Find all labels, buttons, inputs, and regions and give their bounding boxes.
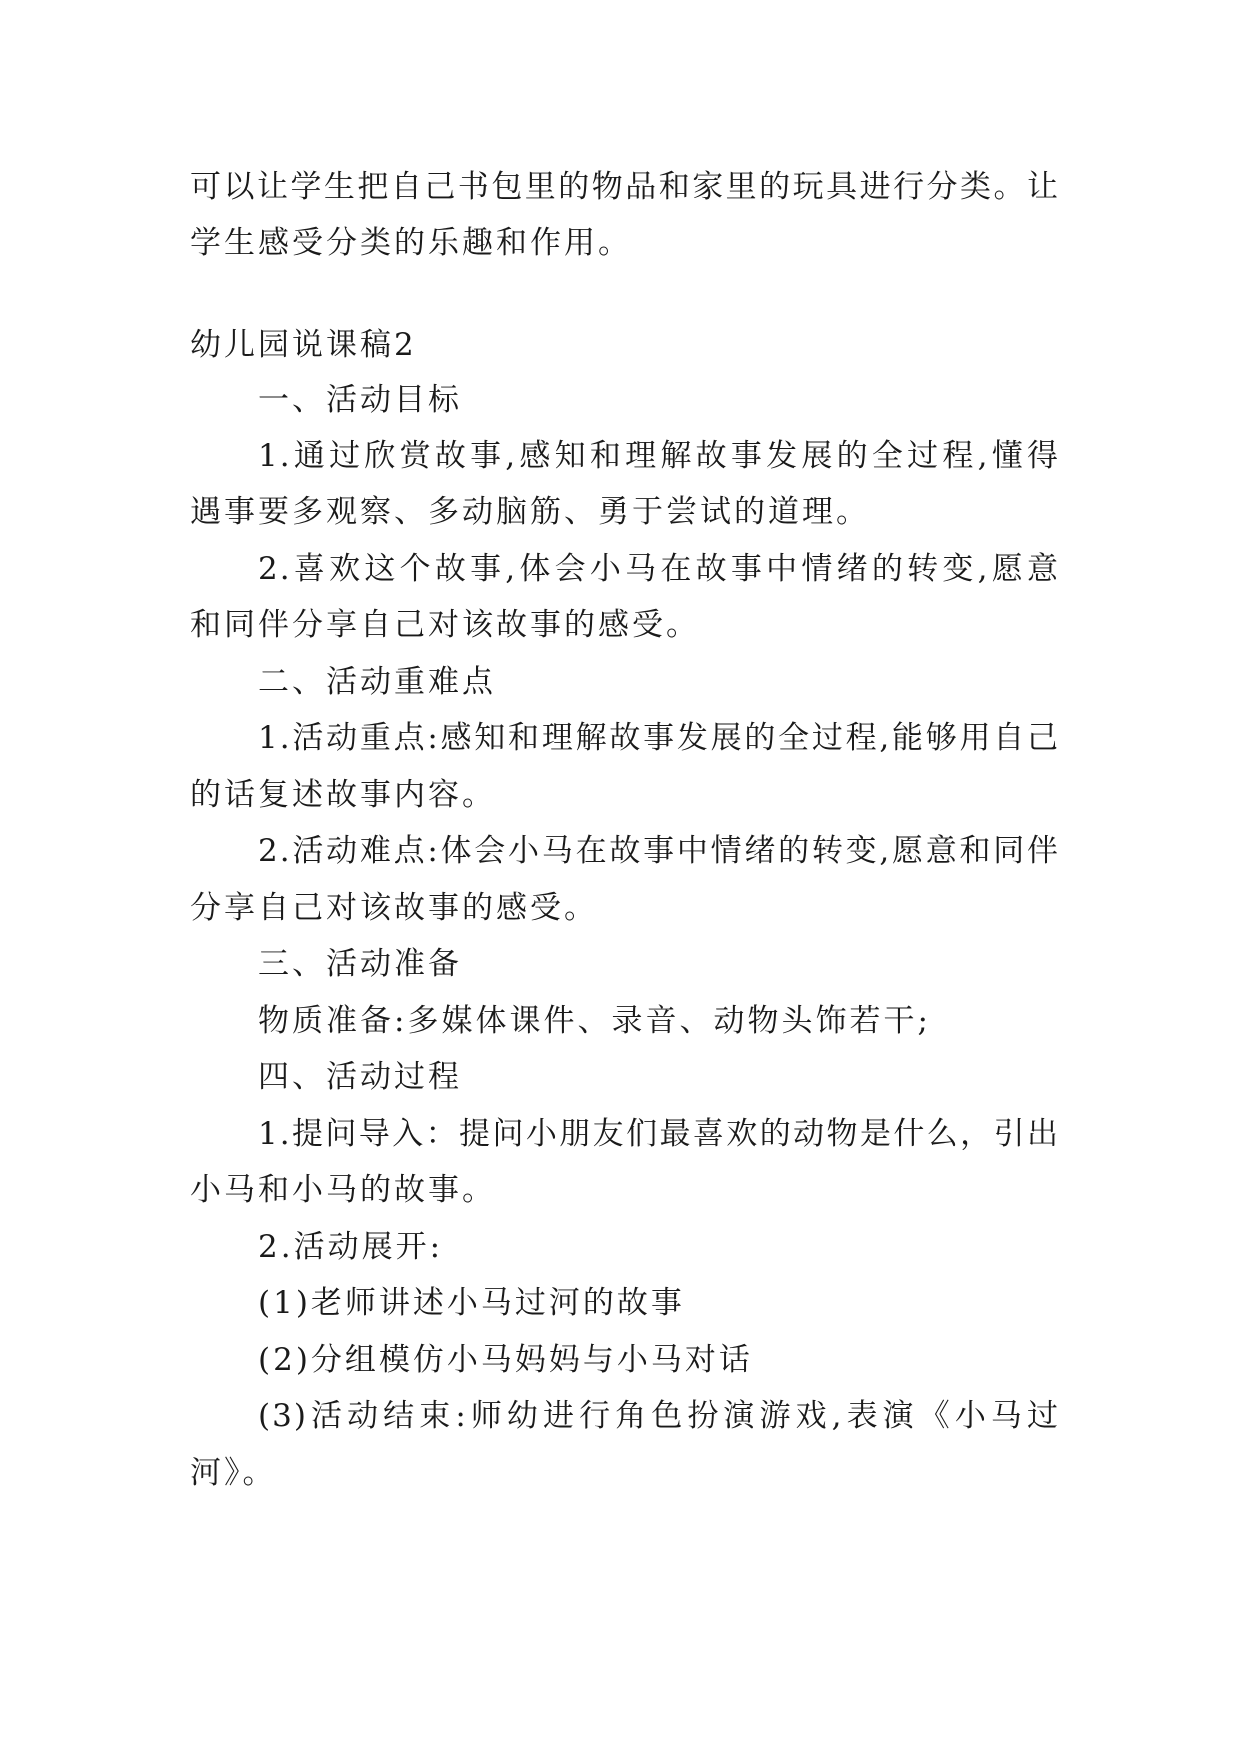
intro-paragraph-line-2: 学生感受分类的乐趣和作用。 — [190, 225, 632, 261]
goal-2-line-2: 和同伴分享自己对该故事的感受。 — [190, 607, 700, 643]
goal-1-line-2: 遇事要多观察、多动脑筋、勇于尝试的道理。 — [190, 494, 870, 530]
materials-preparation: 物质准备:多媒体课件、录音、动物头饰若干; — [258, 1003, 931, 1039]
difficult-point-line-2: 分享自己对该故事的感受。 — [190, 890, 598, 926]
intro-paragraph-line-1: 可以让学生把自己书包里的物品和家里的玩具进行分类。让 — [190, 169, 1060, 205]
step-2: 2.活动展开: — [258, 1229, 444, 1265]
heading-key-difficult-points: 二、活动重难点 — [258, 664, 496, 700]
sub-step-3-line-1: (3)活动结束:师幼进行角色扮演游戏,表演《小马过 — [258, 1398, 1060, 1434]
heading-activity-preparation: 三、活动准备 — [258, 946, 462, 982]
step-1-line-2: 小马和小马的故事。 — [190, 1172, 496, 1208]
goal-1-line-1: 1.通过欣赏故事,感知和理解故事发展的全过程,懂得 — [258, 438, 1060, 474]
heading-activity-process: 四、活动过程 — [258, 1059, 462, 1095]
sub-step-1: (1)老师讲述小马过河的故事 — [258, 1285, 685, 1321]
heading-activity-goals: 一、活动目标 — [258, 382, 462, 418]
key-point-line-1: 1.活动重点:感知和理解故事发展的全过程,能够用自己 — [258, 720, 1060, 756]
goal-2-line-1: 2.喜欢这个故事,体会小马在故事中情绪的转变,愿意 — [258, 551, 1060, 587]
key-point-line-2: 的话复述故事内容。 — [190, 777, 496, 813]
difficult-point-line-1: 2.活动难点:体会小马在故事中情绪的转变,愿意和同伴 — [258, 833, 1060, 869]
sub-step-2: (2)分组模仿小马妈妈与小马对话 — [258, 1342, 753, 1378]
step-1-line-1: 1.提问导入：提问小朋友们最喜欢的动物是什么，引出 — [258, 1116, 1060, 1152]
section-title: 幼儿园说课稿2 — [190, 327, 417, 363]
sub-step-3-line-2: 河》。 — [190, 1455, 277, 1491]
